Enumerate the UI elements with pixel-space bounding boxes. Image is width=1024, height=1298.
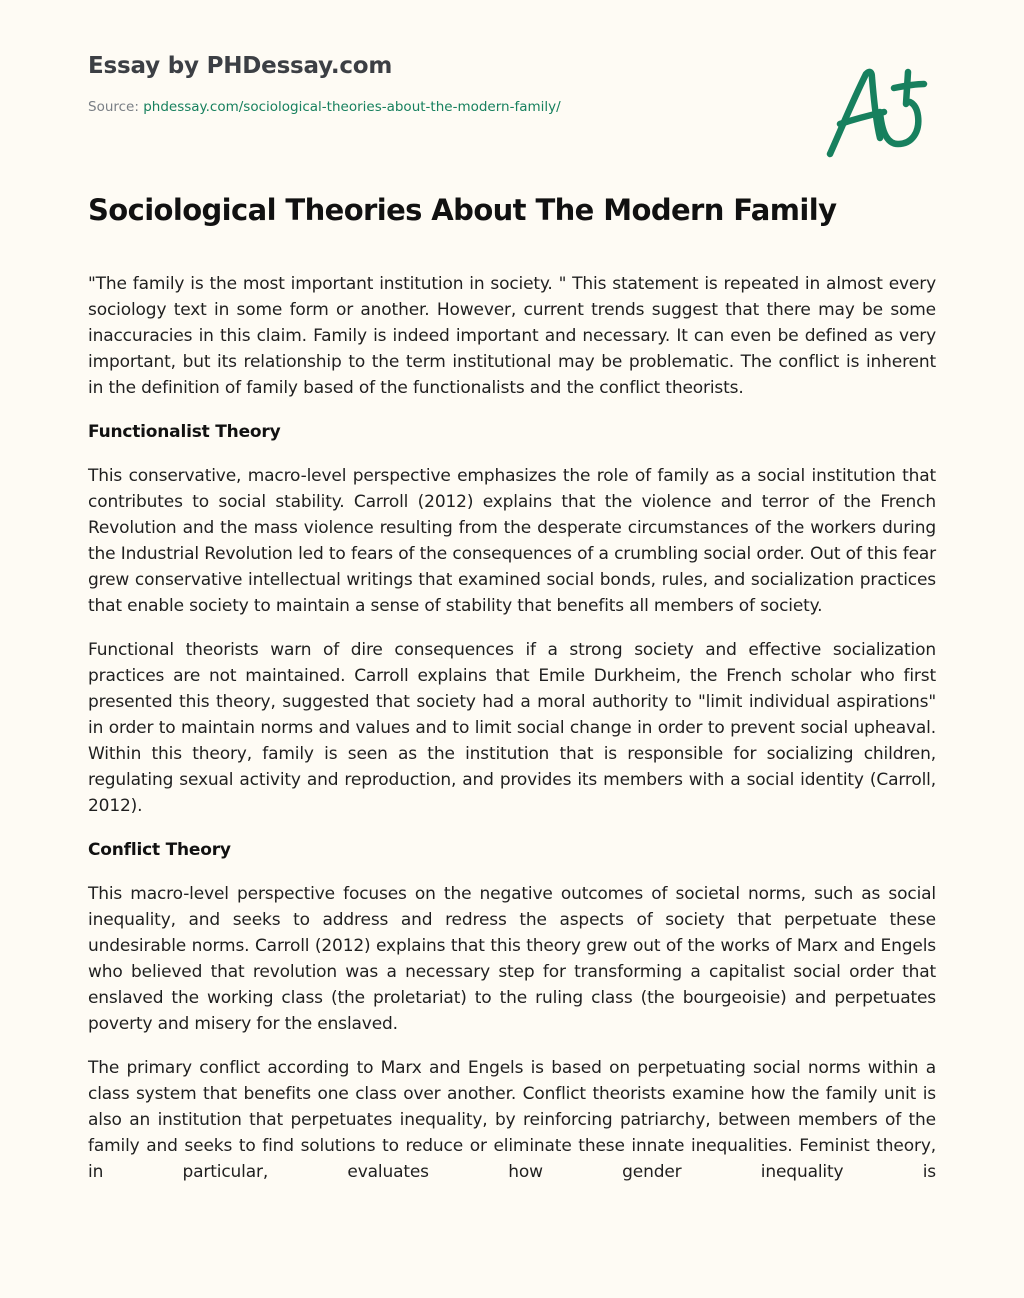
section-functionalist-theory [88,419,936,819]
a-plus-grade-icon [818,62,933,162]
paragraph: This macro-level perspective focuses on the negative outcomes of societal norms, such as social inequality, and seeks to address and redress the aspects of society that perpetuate these undesirable norms. Carroll (2012) explains that this theory grew out of the works of Marx and Engels who believed that revolution was a necessary step for transforming a capitalist social order that enslaved the working class (the proletariat) to the ruling class (the bourgeoisie) and perpetuates poverty and misery for the enslaved. [88,884,936,1034]
section-heading: Functionalist Theory [88,422,281,442]
essay-body [88,271,936,1203]
intro-paragraph: "The family is the most important institution in society. " This statement is repeated in almost every sociology text in some form or another. However, current trends suggest that there may be some inaccuracies in this claim. Family is indeed important and necessary. It can even be defined as very important, but its relationship to the term institutional may be problematic. The conflict is inherent in the definition of family based of the functionalists and the conflict theorists. [88,274,936,398]
paragraph: This conservative, macro-level perspective emphasizes the role of family as a social institution that contributes to social stability. Carroll (2012) explains that the violence and terror of the French Revolution and the mass violence resulting from the desperate circumstances of the workers during the Industrial Revolution led to fears of the consequences of a crumbling social order. Out of this fear grew conservative intellectual writings that examined social bonds, rules, and socialization practices that enable society to maintain a sense of stability that benefits all members of society. [88,466,936,616]
page-header [88,50,788,116]
essay-title: Sociological Theories About The Modern Family [88,193,837,227]
source-label: Source: [88,99,144,115]
source-link[interactable]: phdessay.com/sociological-theories-about-the-modern-family/ [143,99,561,115]
section-heading: Conflict Theory [88,840,231,860]
source-line [88,98,788,116]
paragraph: The primary conflict according to Marx and Engels is based on perpetuating social norms within a class system that benefits one class over another. Conflict theorists examine how the family unit is also an institution that perpetuates inequality, by reinforcing patriarchy, between members of the family and seeks to find solutions to reduce or eliminate these innate inequalities. Feminist theory, in particular, evaluates how gender inequality is [88,1058,936,1182]
site-brand: Essay by PHDessay.com [88,53,393,79]
section-conflict-theory [88,837,936,1185]
paragraph: Functional theorists warn of dire consequences if a strong society and effective socialization practices are not maintained. Carroll explains that Emile Durkheim, the French scholar who first presented this theory, suggested that society had a moral authority to "limit individual aspirations" in order to maintain norms and values and to limit social change in order to prevent social upheaval. Within this theory, family is seen as the institution that is responsible for socializing children, regulating sexual activity and reproduction, and provides its members with a social identity (Carroll, 2012). [88,640,936,816]
